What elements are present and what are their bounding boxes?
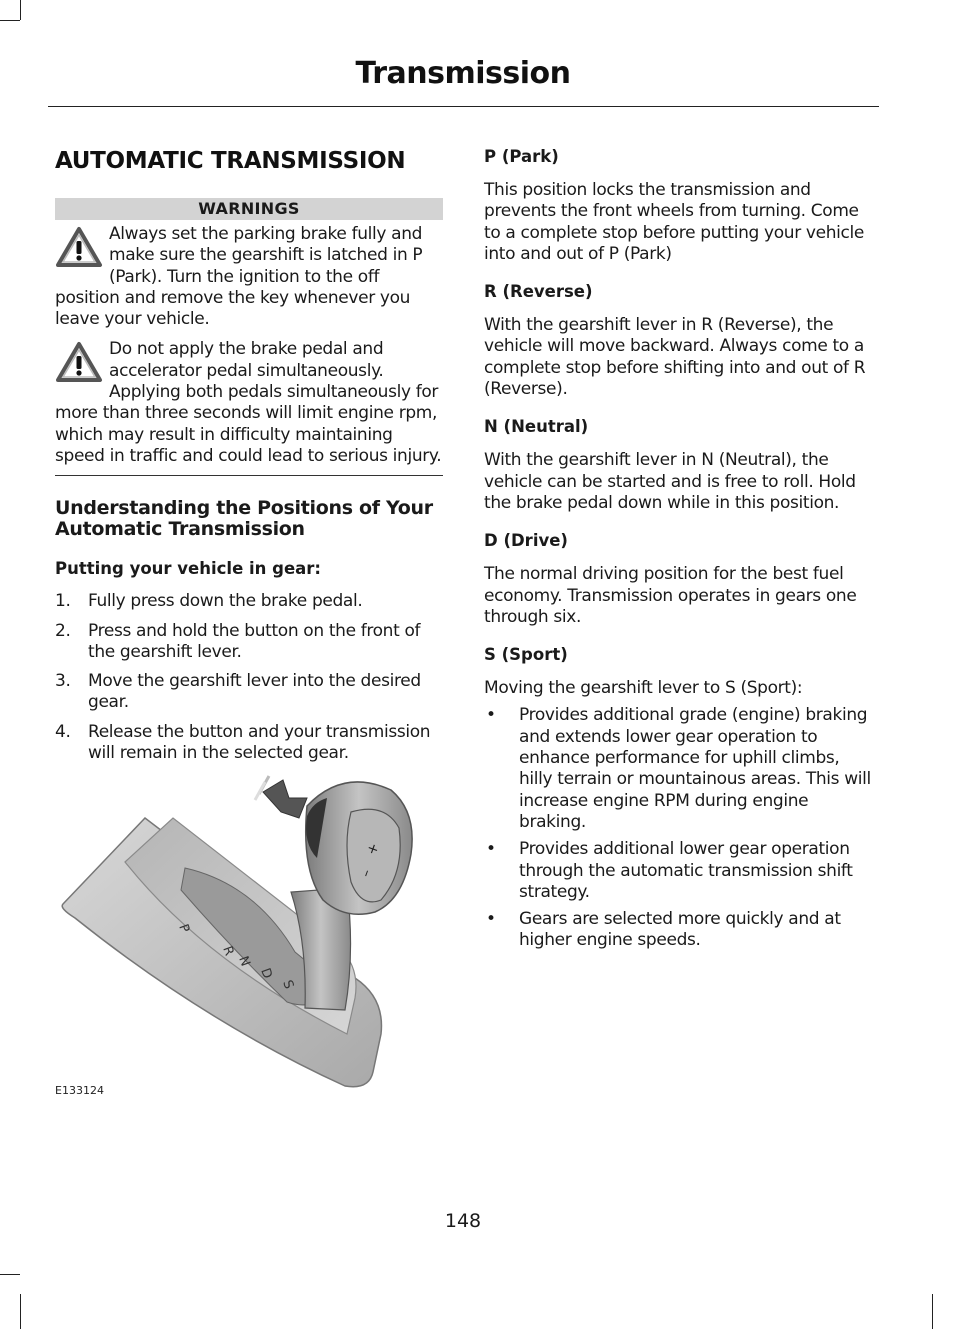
list-item	[484, 839, 874, 903]
step-text: Move the gearshift lever into the desired gear.	[88, 671, 421, 713]
warning-text: Do not apply the brake pedal and accelerator pedal simultaneously. Applying both pedals simultaneously for more than three seconds will limit engine rpm, which may result in difficulty maintaining speed in traffic and could lead to serious injury.	[55, 339, 442, 466]
list-item	[484, 909, 874, 952]
position-text-sport: Moving the gearshift lever to S (Sport):	[484, 678, 803, 699]
warning-triangle-icon	[55, 341, 103, 383]
warning-block	[55, 339, 443, 467]
position-label-sport: S (Sport)	[484, 645, 568, 665]
step-text: Fully press down the brake pedal.	[88, 591, 363, 612]
step-text: Press and hold the button on the front of the gearshift lever.	[88, 620, 421, 662]
step-number: 1.	[55, 591, 71, 612]
gear-letter-s: S	[279, 978, 297, 992]
list-item	[55, 671, 443, 714]
figure-id: E133124	[55, 1084, 104, 1098]
sport-bullet-list	[484, 705, 874, 951]
knob-plus-symbol: +	[363, 841, 383, 858]
gear-letter-r: R	[219, 944, 237, 959]
warning-text: Always set the parking brake fully and make sure the gearshift is latched in P (Park). Turn the ignition to the off position and remove the key whenever you leave your vehicle.	[55, 224, 423, 330]
page-title: Transmission	[355, 56, 571, 91]
bullet-text: Gears are selected more quickly and at higher engine speeds.	[519, 909, 841, 951]
press-arrow-icon	[255, 776, 307, 818]
list-item	[55, 591, 443, 612]
gear-letter-n: N	[235, 954, 253, 969]
crop-mark	[20, 0, 21, 20]
bullet-text: Provides additional lower gear operation through the automatic transmission shift strategy.	[519, 839, 853, 902]
page-number: 148	[444, 1210, 482, 1232]
position-label-drive: D (Drive)	[484, 531, 568, 551]
left-column	[55, 146, 443, 1102]
warning-block	[55, 224, 443, 330]
warning-triangle-icon	[55, 226, 103, 268]
list-item	[484, 705, 874, 833]
step-number: 2.	[55, 620, 71, 641]
knob-minus-symbol: –	[357, 867, 376, 880]
crop-mark	[0, 20, 20, 21]
steps-list	[55, 591, 443, 764]
warnings-divider	[55, 475, 443, 476]
bullet-icon: •	[486, 839, 496, 860]
crop-mark	[0, 1274, 20, 1275]
gear-letter-d: D	[257, 966, 275, 982]
bullet-text: Provides additional grade (engine) braking and extends lower gear operation to enhance performance for uphill climbs, hilly terrain or mountainous areas. This will increase engine RPM during engine braking.	[519, 705, 871, 832]
step-number: 3.	[55, 671, 71, 692]
steps-label: Putting your vehicle in gear:	[55, 559, 322, 579]
position-label-reverse: R (Reverse)	[484, 282, 593, 302]
list-item	[55, 722, 443, 765]
position-label-park: P (Park)	[484, 147, 559, 166]
gear-letter-p: P	[175, 922, 193, 936]
position-text-park: This position locks the transmission and prevents the front wheels from turning. Come to a complete stop before putting your vehicle into and out of P (Park)	[484, 180, 864, 264]
step-number: 4.	[55, 721, 71, 742]
position-label-neutral: N (Neutral)	[484, 417, 589, 437]
title-divider	[48, 106, 879, 107]
right-column	[484, 146, 874, 958]
gearshift-image	[55, 772, 443, 1102]
list-item	[55, 621, 443, 664]
bullet-icon: •	[486, 705, 496, 726]
warnings-header: WARNINGS	[55, 198, 443, 220]
step-text: Release the button and your transmission will remain in the selected gear.	[88, 721, 431, 764]
gearshift-illustration	[55, 772, 443, 1102]
section-heading: AUTOMATIC TRANSMISSION	[55, 148, 406, 174]
crop-mark	[20, 1294, 21, 1329]
crop-mark	[932, 1294, 933, 1329]
position-text-drive: The normal driving position for the best fuel economy. Transmission operates in gears one through six.	[484, 564, 857, 627]
position-text-neutral: With the gearshift lever in N (Neutral), the vehicle can be started and is free to roll. Hold the brake pedal down while in this position.	[484, 450, 856, 513]
bullet-icon: •	[486, 909, 496, 930]
position-text-reverse: With the gearshift lever in R (Reverse), the vehicle will move backward. Always come to a complete stop before shifting into and out of R (Reverse).	[484, 315, 866, 400]
subsection-heading: Understanding the Positions of Your Automatic Transmission	[55, 497, 433, 541]
